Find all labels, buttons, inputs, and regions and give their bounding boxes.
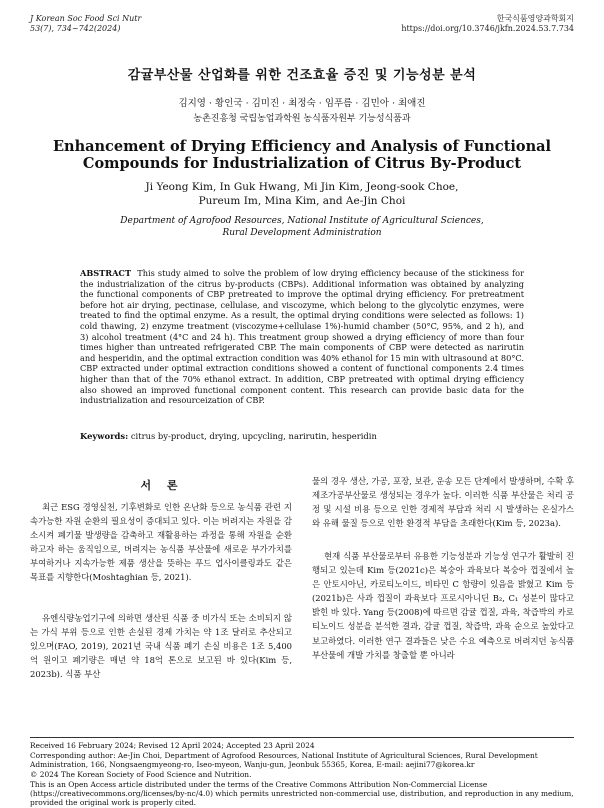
copyright: © 2024 The Korean Society of Food Science and Nutrition. <box>30 770 252 779</box>
paragraph-text: 유엔식량농업기구에 의하면 생산된 식품 중 비가식 또는 소비되지 않는 가식 부위 등으로 인한 손실된 경제 가치는 약 1조 달러로 추산되고 있으며(FAO, 2019), 2021년 국내 식품 폐기 손실 비용은 1조 5,400억 원이고 폐기량은 매년 약 18억 톤으로 보고된 바 있다(Kim 등, 2023b). 식품 부산 <box>30 613 292 680</box>
journal-volume: 53(7), 734~742(2024) <box>30 24 121 33</box>
section-title-introduction: 서 론 <box>140 479 184 492</box>
footer-divider <box>30 737 574 738</box>
abstract-text: This study aimed to solve the problem of low drying efficiency because of the stickiness for the industrialization of the citrus by-products (CBPs). Additional information was obtained by analyzing the functional components of CBP pretreated to improve the optimal drying efficiency. For pretreatment before hot air drying, pectinase, cellulase, and viscozyme, which belong to the glycolytic enzymes, were treated to find the optimal enzyme. As a result, the optimal drying conditions were selected as follows: 1) cold thawing, 2) enzyme treatment (viscozyme+cellulase 1%)-humid chamber (50°C, 95%, and 2 h), and 3) alcohol treatment (4°C and 24 h). This treatment group showed a drying efficiency of more than four times higher than untreated refrigerated CBP. The main components of CBP were detected as narirutin and hesperidin, and the optimal extraction condition was 40% ethanol for 15 min with ultrasound at 80°C. CBP extracted under optimal extraction conditions showed a content of functional components 2.4 times higher than that of the 70% ethanol extract. In addition, CBP pretreated with optimal drying efficiency also showed an improved functional component content. This research can provide basic data for the industrialization and resourceization of CBP. <box>80 268 524 406</box>
corresponding-author: Corresponding author: Ae-Jin Choi, Department of Agrofood Resources, National Institute of Agricultural Sciences, Rural Development Administration, 166, Nongsaengmyeong-ro, Iseo-myeon, Wanju-gun, Jeonbuk 55365, Korea, E-mail: aejini77@korea.kr <box>30 751 538 770</box>
affiliation-english-line2: Rural Development Administration <box>222 228 382 238</box>
received-dates: Received 16 February 2024; Revised 12 April 2024; Accepted 23 April 2024 <box>30 741 315 750</box>
paragraph-text: 물의 경우 생산, 가공, 포장, 보관, 운송 모든 단계에서 발생하며, 수확 후 제조가공부산물로 생성되는 경우가 높다. 이러한 식품 부산물은 처리 공정 및 시설 비용 등으로 인한 경제적 부담과 처리 시 발생하는 온실가스와 유해 물질 등으로 인한 환경적 부담을 초래한다(Kim 등, 2023a). <box>312 476 574 529</box>
authors-english-line1: Ji Yeong Kim, In Guk Hwang, Mi Jin Kim, Jeong-sook Choe, <box>145 181 459 193</box>
affiliation-english-line1: Department of Agrofood Resources, National Institute of Agricultural Sciences, <box>120 216 484 226</box>
authors-english <box>60 180 544 208</box>
body-paragraph <box>312 549 574 662</box>
paragraph-text: 현재 식품 부산물로부터 유용한 기능성분과 기능성 연구가 활발히 진행되고 있는데 Kim 등(2021c)은 복숭아 과육보다 복숭아 껍질에서 높은 안토시아닌, 카로티노이드, 비타민 C 함량이 있음을 밝혔고 Kim 등(2021b)은 사과 껍질이 과육보다 프로시아니딘 B₂, C₁ 성분이 많다고 밝힌 바 있다. Yang 등(2008)에 따르면 감귤 껍질, 과육, 착즙박의 카로티노이드 성분을 분석한 결과, 감귤 껍질, 착즙박, 과육 순으로 높았다고 보고하였다. 이러한 연구 결과들은 낮은 수요 예측으로 버려지던 농식품 부산물에 개발 가치를 창출할 뿐 아니라 <box>312 551 574 660</box>
journal-header-right <box>401 14 574 34</box>
authors-english-line2: Pureum Im, Mina Kim, and Ae-Jin Choi <box>198 195 406 207</box>
authors-korean: 김지영 · 황인국 · 김미진 · 최정숙 · 임푸름 · 김민아 · 최애진 <box>178 98 426 109</box>
affiliation-korean: 농촌진흥청 국립농업과학원 농식품자원부 기능성식품과 <box>193 114 411 124</box>
abstract-label: ABSTRACT <box>80 268 132 278</box>
journal-name-korean: 한국식품영양과학회지 <box>496 14 574 23</box>
keywords <box>80 431 524 442</box>
keywords-text: citrus by-product, drying, upcycling, narirutin, hesperidin <box>130 431 377 441</box>
affiliation-english <box>60 215 544 239</box>
journal-header-left <box>30 14 141 34</box>
journal-name: J Korean Soc Food Sci Nutr <box>30 14 142 23</box>
title-english <box>40 138 564 172</box>
abstract <box>80 268 524 406</box>
title-english-line1: Enhancement of Drying Efficiency and Analysis of Functional <box>52 138 552 155</box>
body-paragraph <box>312 474 574 530</box>
body-paragraph <box>30 611 292 681</box>
keywords-label: Keywords: <box>80 431 129 441</box>
license-text: This is an Open Access article distributed under the terms of the Creative Commons Attribution Non-Commercial License (https://creativecommons.org/licenses/by-nc/4.0) which permits unrestricted non-commercial use, distribution, and reproduction in any medium, provided the original work is properly cited. <box>30 780 574 808</box>
paragraph-text: 최근 ESG 경영실천, 기후변화로 인한 온난화 등으로 농식품 관련 지속가능한 자원 순환의 필요성이 증대되고 있다. 이는 버려지는 자원을 감소시켜 폐기물 발생량을 감축하고 재활용하는 과정을 통해 자원을 순환하고자 하는 움직임으로, 버려지는 농식품 부산물에 새로운 부가가치를 부여하거나 지속가능한 제품 생산을 뜻하는 푸드 업사이클링과도 같은 목표를 지향한다(Moshtaghian 등, 2021). <box>30 502 292 583</box>
title-english-line2: Compounds for Industrialization of Citrus By-Product <box>82 155 522 172</box>
title-korean: 감귤부산물 산업화를 위한 건조효율 증진 및 기능성분 분석 <box>127 68 477 83</box>
doi-link[interactable]: https://doi.org/10.3746/jkfn.2024.53.7.734 <box>401 24 574 33</box>
body-paragraph <box>30 500 292 585</box>
